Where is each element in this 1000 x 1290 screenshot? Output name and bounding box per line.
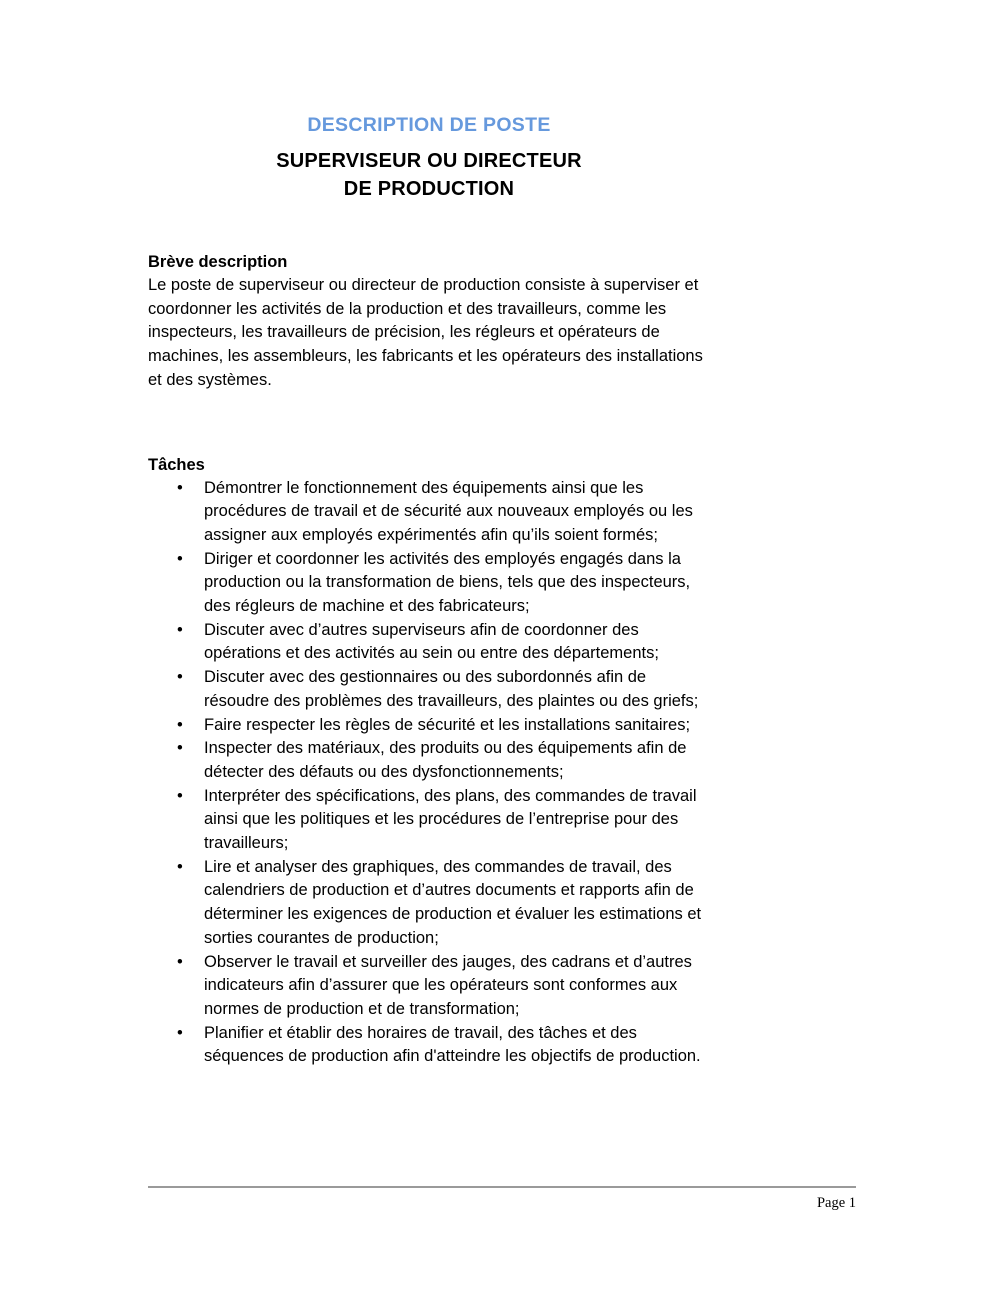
bullet-icon: • xyxy=(177,857,183,876)
task-list-item-text: Inspecter des matériaux, des produits ou des équipements afin de détecter des défauts ou des dysfonctionnements; xyxy=(204,739,687,781)
task-list-item-text: Diriger et coordonner les activités des employés engagés dans la production ou la transformation de biens, tels que des inspecteurs, des régleurs de machine et des fabricateurs; xyxy=(204,549,691,616)
task-list-item xyxy=(148,951,713,1022)
section-brief-description xyxy=(148,250,713,393)
task-list-item-text: Planifier et établir des horaires de travail, des tâches et des séquences de production afin d'atteindre les objectifs de production. xyxy=(204,1023,701,1066)
section-tasks xyxy=(148,453,713,1070)
task-list-item-text: Interpréter des spécifications, des plans, des commandes de travail ainsi que les politiques et les procédures de l’entreprise pour des travailleurs; xyxy=(204,786,697,853)
task-list-item xyxy=(148,666,713,713)
title-block xyxy=(148,112,710,203)
task-list-item-text: Faire respecter les règles de sécurité et les installations sanitaires; xyxy=(204,715,691,734)
task-list-item xyxy=(148,1022,713,1069)
bullet-icon: • xyxy=(177,715,183,734)
page-footer xyxy=(148,1186,856,1213)
task-list-item xyxy=(148,619,713,666)
task-list-item-text: Discuter avec d’autres superviseurs afin de coordonner des opérations et des activités au sein ou entre des départements; xyxy=(204,620,659,663)
document-body xyxy=(148,250,713,1069)
page-title-line-1: SUPERVISEUR OU DIRECTEUR xyxy=(276,150,582,172)
bullet-icon: • xyxy=(177,549,183,568)
task-list-item xyxy=(148,737,713,784)
page-title-line-2: DE PRODUCTION xyxy=(343,178,515,200)
bullet-icon: • xyxy=(177,668,183,687)
task-list-item xyxy=(148,785,713,856)
tasks-list xyxy=(148,477,713,1070)
section-spacer xyxy=(148,393,713,453)
task-list-item-text: Discuter avec des gestionnaires ou des subordonnés afin de résoudre des problèmes des travailleurs, des plaintes ou des griefs; xyxy=(204,668,699,710)
task-list-item xyxy=(148,548,713,619)
task-list-item-text: Lire et analyser des graphiques, des commandes de travail, des calendriers de production et d’autres documents et rapports afin de déterminer les exigences de production et évaluer les estimations et sorties courantes de production; xyxy=(204,857,702,947)
task-list-item xyxy=(148,477,713,548)
bullet-icon: • xyxy=(177,620,183,639)
bullet-icon: • xyxy=(177,478,183,497)
task-list-item xyxy=(148,714,713,738)
task-list-item-text: Observer le travail et surveiller des jauges, des cadrans et d’autres indicateurs afin d’assurer que les opérateurs sont conformes aux normes de production et de transformation; xyxy=(204,952,692,1018)
task-list-item xyxy=(148,856,713,951)
task-list-item-text: Démontrer le fonctionnement des équipements ainsi que les procédures de travail et de sécurité aux nouveaux employés ou les assigner aux employés expérimentés afin qu’ils soient formés; xyxy=(204,478,693,544)
bullet-icon: • xyxy=(177,952,183,971)
footer-divider xyxy=(148,1186,856,1188)
bullet-icon: • xyxy=(177,1023,183,1042)
page-title xyxy=(148,147,710,203)
page-number: Page 1 xyxy=(816,1195,856,1211)
bullet-icon: • xyxy=(177,786,183,805)
brief-description-paragraph: Le poste de superviseur ou directeur de production consiste à superviser et coordonner les activités de la production et des travailleurs, comme les inspecteurs, les travailleurs de précision, les régleurs et opérateurs de machines, les assembleurs, les fabricants et les opérateurs des installations et des systèmes. xyxy=(148,276,703,389)
section-heading-brief-description: Brève description xyxy=(148,253,288,271)
document-kicker: DESCRIPTION DE POSTE xyxy=(307,114,551,136)
section-heading-tasks: Tâches xyxy=(148,455,205,474)
bullet-icon: • xyxy=(177,739,183,758)
